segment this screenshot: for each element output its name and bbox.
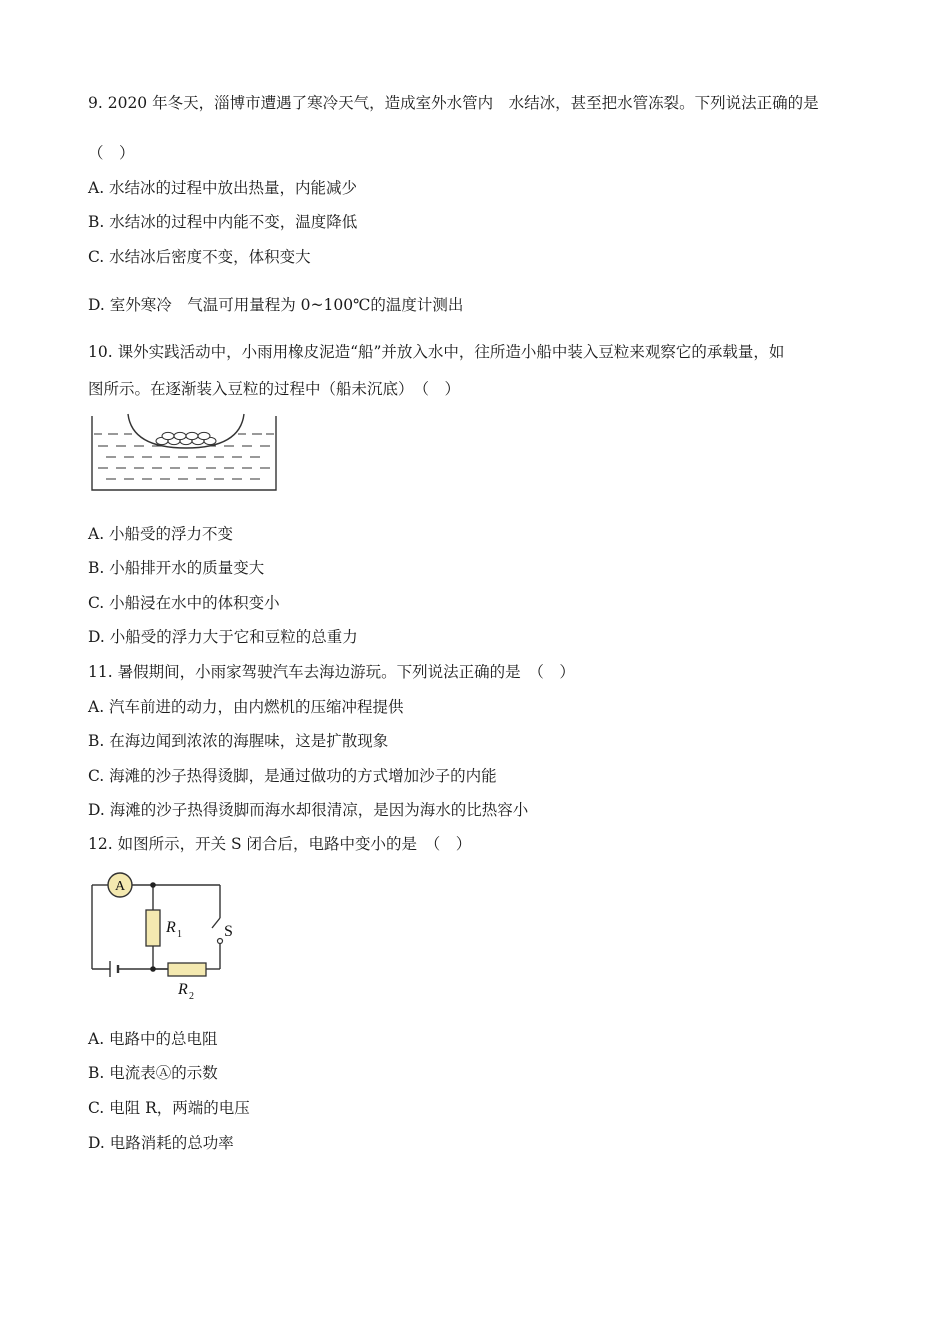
q9-option-d: D. 室外寒冷 气温可用量程为 0~100℃的温度计测出 (88, 296, 464, 314)
q12-option-a: A. 电路中的总电阻 (88, 1030, 218, 1048)
q9-stem: 9. 2020 年冬天，淄博市遭遇了寒冷天气，造成室外水管内 水结冰，甚至把水管冻裂。下列说法正确的是 (88, 94, 819, 112)
q10-option-d: D. 小船受的浮力大于它和豆粒的总重力 (88, 628, 358, 646)
r2-label: R (178, 981, 188, 998)
switch-contact (218, 939, 223, 944)
q9-option-c: C. 水结冰后密度不变，体积变大 (88, 248, 311, 266)
r1-label: R (166, 919, 176, 936)
boat-in-water-figure (88, 410, 283, 495)
resistor-r1 (146, 910, 160, 946)
q11-option-d: D. 海滩的沙子热得烫脚而海水却很清凉，是因为海水的比热容小 (88, 801, 529, 819)
q12-stem: 12. 如图所示，开关 S 闭合后，电路中变小的是 （ ） (88, 835, 472, 853)
ammeter-label: A (114, 879, 126, 894)
q12-option-b: B. 电流表Ⓐ的示数 (88, 1064, 218, 1082)
q12-option-d: D. 电路消耗的总功率 (88, 1134, 234, 1152)
q10-stem-line1: 10. 课外实践活动中，小雨用橡皮泥造“船”并放入水中，往所造小船中装入豆粒来观察它的承载量，如 (88, 343, 785, 361)
q10-option-a: A. 小船受的浮力不变 (88, 525, 234, 543)
switch-label: S (224, 923, 233, 940)
circuit-diagram (88, 870, 248, 1005)
r2-subscript: 2 (189, 991, 194, 1002)
q12-option-c: C. 电阻 R，两端的电压 (88, 1099, 250, 1117)
r1-subscript: 1 (177, 929, 182, 940)
q9-bracket: （ ） (88, 144, 135, 162)
q10-option-b: B. 小船排开水的质量变大 (88, 559, 265, 577)
q11-option-a: A. 汽车前进的动力，由内燃机的压缩冲程提供 (88, 698, 404, 716)
resistor-r2 (168, 963, 206, 976)
switch-blade (212, 918, 220, 928)
q10-option-c: C. 小船浸在水中的体积变小 (88, 594, 280, 612)
q10-stem-line2: 图所示。在逐渐装入豆粒的过程中（船未沉底） （ ） (88, 380, 461, 398)
q9-option-a: A. 水结冰的过程中放出热量，内能减少 (88, 179, 358, 197)
q9-option-b: B. 水结冰的过程中内能不变，温度降低 (88, 213, 358, 231)
q11-option-c: C. 海滩的沙子热得烫脚，是通过做功的方式增加沙子的内能 (88, 767, 497, 785)
q11-stem: 11. 暑假期间，小雨家驾驶汽车去海边游玩。下列说法正确的是 （ ） (88, 663, 575, 681)
q11-option-b: B. 在海边闻到浓浓的海腥味，这是扩散现象 (88, 732, 389, 750)
